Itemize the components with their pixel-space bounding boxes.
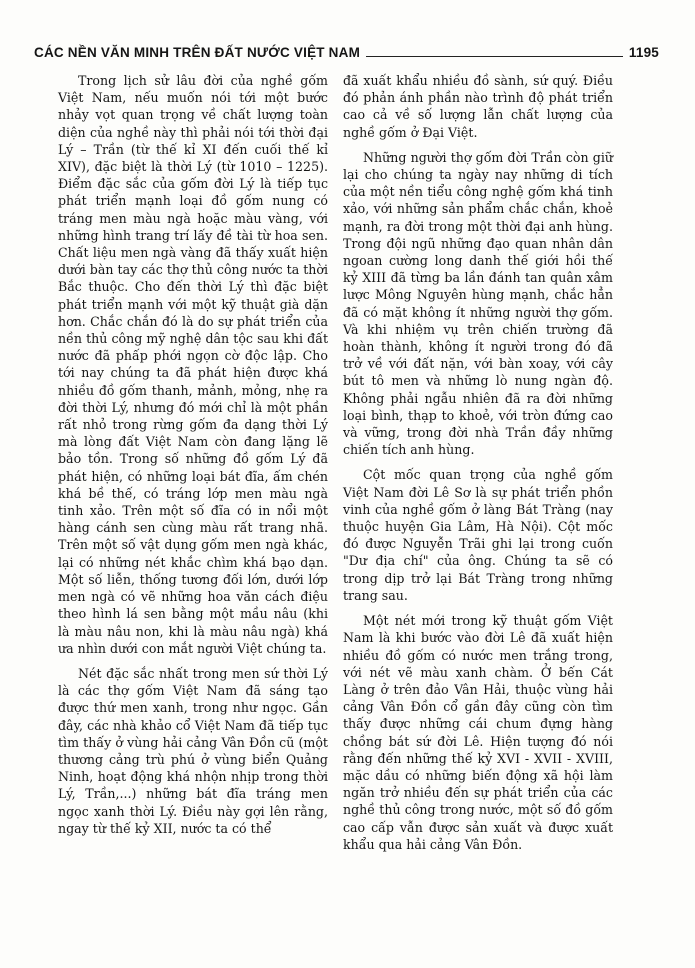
header-rule — [366, 56, 623, 57]
left-column — [58, 72, 328, 845]
paragraph: Trong lịch sử lâu đời của nghề gốm Việt Nam, nếu muốn nói tới một bước nhảy vọt quan trọng về chất lượng toàn diện của nghề này thì phải nói tới thời đại Lý – Trần (từ thế kỉ XI đến cuối thế kỉ XIV), đặc biệt là thời Lý (từ 1010 – 1225). Điểm đặc sắc của gốm đời Lý là tiếp tục phát triển mạnh loại đồ gốm nung có tráng men màu ngà hoặc màu vàng, với những hình trang trí lấy đề tài từ hoa sen. Chất liệu men ngà vàng đã thấy xuất hiện dưới bàn tay các thợ thủ công nước ta thời Bắc thuộc. Cho đến thời Lý thì đặc biệt phát triển mạnh với một kỹ thuật già dặn hơn. Chắc chắn đó là do sự phát triển của nền thủ công mỹ nghệ dân tộc sau khi đất nước đã phấp phới ngọn cờ độc lập. Cho tới nay chúng ta đã phát hiện được khá nhiều đồ gốm thanh, mảnh, mỏng, nhẹ ra đời thời Lý, nhưng đó mới chỉ là một phần rất nhỏ trong rừng gốm đa dạng thời Lý mà lòng đất Việt Nam còn đang lặng lẽ bảo tồn. Trong số những đồ gốm Lý đã phát hiện, có những loại bát đĩa, ấm chén khá bề thế, có tráng lớp men màu ngà tinh xảo. Trên một số đĩa có in nổi một hàng cánh sen cùng màu rất trang nhã. Trên một số vật dụng gốm men ngà khác, lại có những nét khắc chìm khá bạo dạn. Một số liễn, thống tương đối lớn, dưới lớp men ngà có vẽ những hoa văn cách điệu theo hình lá sen bằng một mầu nâu (khi là màu nâu non, khi là màu nâu ngà) khá ưa nhìn dưới con mắt người Việt chúng ta. — [58, 73, 328, 656]
paragraph: Những người thợ gốm đời Trần còn giữ lại cho chúng ta ngày nay những di tích của một nền tiểu công nghệ gốm khá tinh xảo, với những sản phẩm chắc chắn, khoẻ mạnh, ra đời trong một thời đại anh hùng. Trong đội ngũ những đạo quan nhân dân ngoan cường long danh thế giới hồi thế kỷ XIII đã từng ba lần đánh tan quân xâm lược Mông Nguyên hùng mạnh, chắc hẳn đã có mặt không ít những người thợ gốm. Và khi nhiệm vụ trên chiến trường đã hoàn thành, không ít người trong đó đã trở về với đất nặn, với bàn xoay, với cây bút tô men và những lò nung ngàn độ. Không phải ngẫu nhiên đã ra đời những loại bình, thạp to khoẻ, với tròn đứng cao và vững, trong đời nhà Trần đầy những chiến tích anh hùng. — [343, 149, 613, 458]
right-column — [343, 72, 613, 861]
page-header — [34, 38, 659, 60]
paragraph: Một nét mới trong kỹ thuật gốm Việt Nam là khi bước vào đời Lê đã xuất hiện nhiều đồ gốm có nước men trắng trong, với nét vẽ màu xanh chàm. Ở bến Cát Làng ở trên đảo Vân Hải, thuộc vùng hải cảng Vân Đồn cổ gần đây cũng còn tìm thấy được những cái chum đựng hàng chồng bát sứ đời Lê. Hiện tượng đó nói rằng đến những thế kỷ XVI - XVII - XVIII, mặc dầu có những biến động xã hội làm ngăn trở nhiều đến sự phát triển của các nghề thủ công trong nước, một số đồ gốm cao cấp vẫn được sản xuất và được xuất khẩu qua hải cảng Vân Đồn. — [343, 613, 613, 852]
page-number: 1195 — [628, 45, 659, 60]
paragraph: Cột mốc quan trọng của nghề gốm Việt Nam đời Lê Sơ là sự phát triển phồn vinh của nghề gốm ở làng Bát Tràng (nay thuộc huyện Gia Lâm, Hà Nội). Cột mốc đó được Nguyễn Trãi ghi lại trong cuốn "Dư địa chí" của ông. Chúng ta sẽ có trong dịp trở lại Bát Tràng trong những trang sau. — [343, 467, 613, 603]
running-title: CÁC NỀN VĂN MINH TRÊN ĐẤT NƯỚC VIỆT NAM — [34, 45, 361, 60]
paragraph-continued: đã xuất khẩu nhiều đồ sành, sứ quý. Điều đó phản ánh phần nào trình độ phát triển cao cả về số lượng lẫn chất lượng của nghề gốm ở Đại Việt. — [343, 73, 613, 140]
paragraph: Nét đặc sắc nhất trong men sứ thời Lý là các thợ gốm Việt Nam đã sáng tạo được thứ men xanh, trong như ngọc. Gần đây, các nhà khảo cổ Việt Nam đã tiếp tục tìm thấy ở vùng hải cảng Vân Đồn cũ (một thương cảng trù phú ở vùng biển Quảng Ninh, hoạt động khá nhộn nhịp trong thời Lý, Trần,...) những bát đĩa tráng men ngọc xanh thời Lý. Điều này gợi lên rằng, ngay từ thế kỷ XII, nước ta có thể — [58, 665, 328, 836]
